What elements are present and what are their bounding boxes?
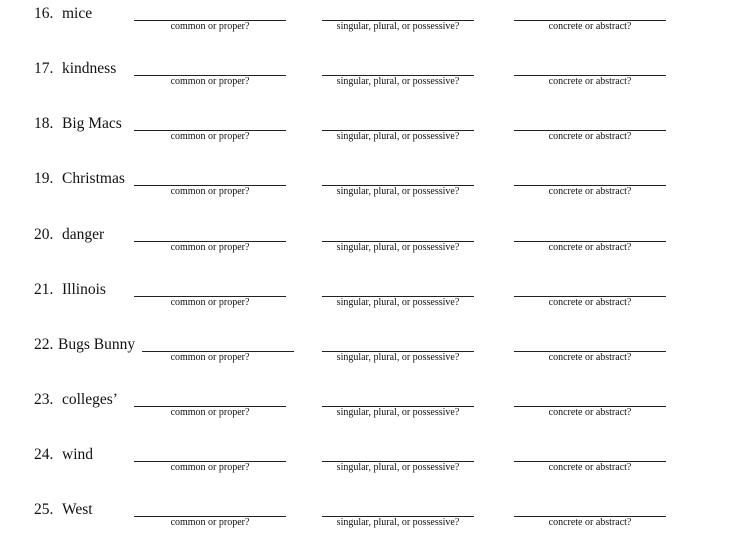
common-proper-hint: common or proper? <box>170 131 250 142</box>
common-proper-hint: common or proper? <box>170 517 250 528</box>
worksheet-item-21 <box>0 280 744 320</box>
worksheet-item-18 <box>0 114 744 154</box>
common-proper-hint: common or proper? <box>170 407 250 418</box>
item-number: 24. <box>34 446 54 463</box>
item-word: Bugs Bunny <box>58 336 136 353</box>
concrete-abstract-hint: concrete or abstract? <box>548 76 632 87</box>
worksheet-item-20 <box>0 225 744 265</box>
worksheet-item-17 <box>0 59 744 99</box>
item-number: 19. <box>34 170 54 187</box>
number-possessive-hint: singular, plural, or possessive? <box>336 297 460 308</box>
number-possessive-hint: singular, plural, or possessive? <box>336 186 460 197</box>
common-proper-hint: common or proper? <box>170 186 250 197</box>
item-word: mice <box>62 5 93 22</box>
item-number: 17. <box>34 60 54 77</box>
worksheet-item-16 <box>0 4 744 44</box>
item-word: Illinois <box>62 281 106 298</box>
number-possessive-hint: singular, plural, or possessive? <box>336 131 460 142</box>
number-possessive-hint: singular, plural, or possessive? <box>336 242 460 253</box>
item-number: 22. <box>34 336 54 353</box>
concrete-abstract-hint: concrete or abstract? <box>548 21 632 32</box>
worksheet-item-19 <box>0 169 744 209</box>
item-word: Big Macs <box>62 115 122 132</box>
item-word: colleges’ <box>62 391 118 408</box>
item-word: danger <box>62 226 105 243</box>
common-proper-hint: common or proper? <box>170 352 250 363</box>
item-word: West <box>62 501 93 518</box>
concrete-abstract-hint: concrete or abstract? <box>548 462 632 473</box>
item-number: 23. <box>34 391 54 408</box>
item-number: 25. <box>34 501 54 518</box>
item-number: 21. <box>34 281 54 298</box>
worksheet-item-24 <box>0 445 744 485</box>
number-possessive-hint: singular, plural, or possessive? <box>336 76 460 87</box>
common-proper-hint: common or proper? <box>170 76 250 87</box>
common-proper-hint: common or proper? <box>170 242 250 253</box>
worksheet-item-22 <box>0 335 744 375</box>
worksheet-item-25 <box>0 500 744 540</box>
concrete-abstract-hint: concrete or abstract? <box>548 407 632 418</box>
item-number: 18. <box>34 115 54 132</box>
concrete-abstract-hint: concrete or abstract? <box>548 186 632 197</box>
number-possessive-hint: singular, plural, or possessive? <box>336 21 460 32</box>
item-word: wind <box>62 446 93 463</box>
item-number: 20. <box>34 226 54 243</box>
number-possessive-hint: singular, plural, or possessive? <box>336 352 460 363</box>
item-number: 16. <box>34 5 54 22</box>
common-proper-hint: common or proper? <box>170 21 250 32</box>
common-proper-hint: common or proper? <box>170 297 250 308</box>
number-possessive-hint: singular, plural, or possessive? <box>336 517 460 528</box>
worksheet-item-23 <box>0 390 744 430</box>
number-possessive-hint: singular, plural, or possessive? <box>336 462 460 473</box>
concrete-abstract-hint: concrete or abstract? <box>548 131 632 142</box>
item-word: kindness <box>62 60 117 77</box>
common-proper-hint: common or proper? <box>170 462 250 473</box>
concrete-abstract-hint: concrete or abstract? <box>548 517 632 528</box>
number-possessive-hint: singular, plural, or possessive? <box>336 407 460 418</box>
item-word: Christmas <box>62 170 125 187</box>
concrete-abstract-hint: concrete or abstract? <box>548 242 632 253</box>
concrete-abstract-hint: concrete or abstract? <box>548 352 632 363</box>
concrete-abstract-hint: concrete or abstract? <box>548 297 632 308</box>
